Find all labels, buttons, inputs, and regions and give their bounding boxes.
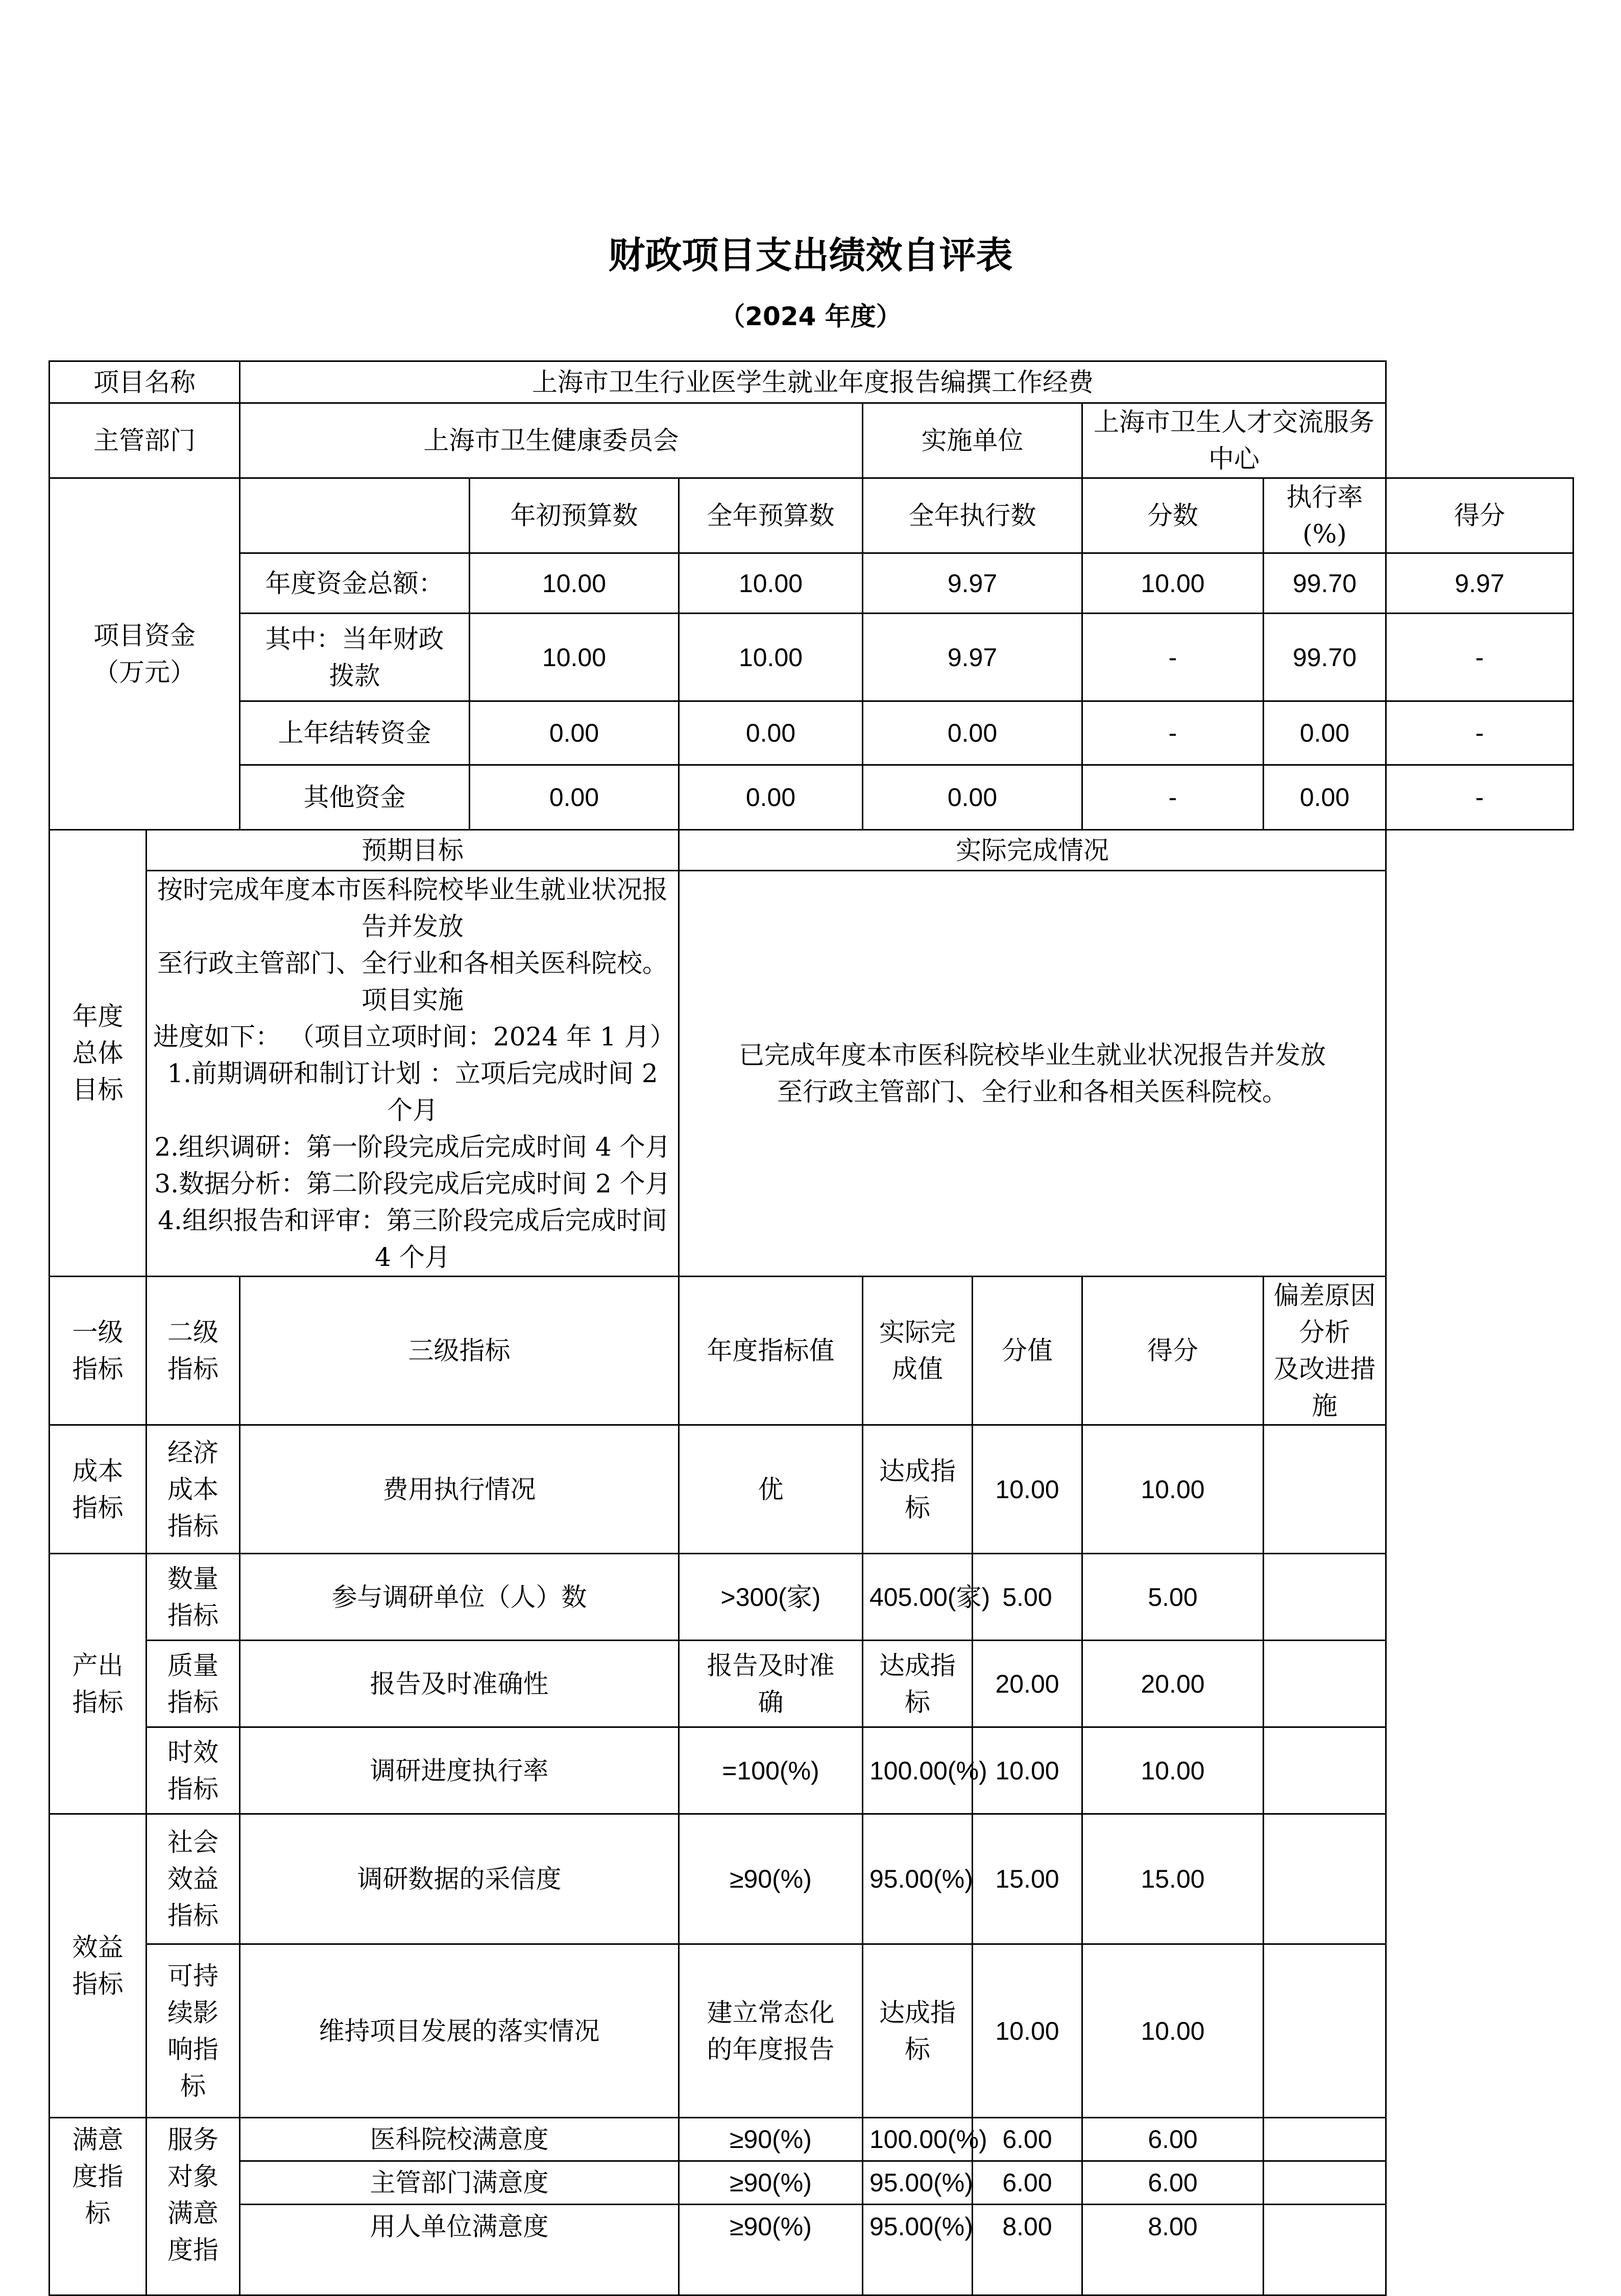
output-indicator-row [50, 1727, 1574, 1814]
funds-cell: 10.00 [679, 614, 863, 701]
benefit-indicator-row [50, 1944, 1574, 2118]
dept-value: 上海市卫生健康委员会 [240, 403, 863, 478]
indicator-score: 15.00 [1082, 1814, 1264, 1944]
project-name-value: 上海市卫生行业医学生就业年度报告编撰工作经费 [240, 361, 1386, 403]
funds-cell: 10.00 [679, 553, 863, 614]
level1-cell: 效益 指标 [50, 1814, 147, 2118]
indicator-weight: 6.00 [973, 2161, 1082, 2205]
deviation-header: 偏差原因分析 及改进措施 [1264, 1277, 1386, 1425]
goals-header-row [50, 830, 1574, 871]
indicator-target: >300(家) [679, 1554, 863, 1641]
indicator-actual: 405.00(家) [863, 1554, 973, 1641]
indicator-target: ≥90(%) [679, 2205, 863, 2295]
indicator-actual: 100.00(%) [863, 1727, 973, 1814]
funds-cell: 9.97 [1386, 553, 1574, 614]
funds-cell: 10.00 [470, 553, 679, 614]
indicator-deviation [1264, 1425, 1386, 1554]
indicator-target: =100(%) [679, 1727, 863, 1814]
indicator-weight: 20.00 [973, 1641, 1082, 1727]
indicator-score: 8.00 [1082, 2205, 1264, 2295]
indicator-deviation [1264, 2118, 1386, 2161]
dept-label: 主管部门 [50, 403, 240, 478]
funds-cell: 0.00 [1264, 701, 1386, 765]
funds-cell: 9.97 [863, 614, 1082, 701]
score-header: 得分 [1082, 1277, 1264, 1425]
indicator-weight: 8.00 [973, 2205, 1082, 2295]
indicator-deviation [1264, 2205, 1386, 2295]
funds-cell: - [1386, 614, 1574, 701]
indicator-target: 报告及时准 确 [679, 1641, 863, 1727]
funds-cell: 0.00 [679, 765, 863, 830]
funds-col-header: 执行率(%) [1264, 478, 1386, 553]
funds-cell: - [1082, 614, 1264, 701]
target-header: 年度指标值 [679, 1277, 863, 1425]
satisfaction-indicator-row [50, 2118, 1574, 2161]
funds-header-blank [240, 478, 470, 553]
impl-label: 实施单位 [863, 403, 1082, 478]
page-subtitle: （2024 年度） [719, 302, 902, 331]
indicator-name: 参与调研单位（人）数 [240, 1554, 679, 1641]
level2-cell: 质量 指标 [147, 1641, 240, 1727]
funds-cell: 10.00 [470, 614, 679, 701]
funds-cell: 0.00 [470, 765, 679, 830]
indicator-score: 6.00 [1082, 2161, 1264, 2205]
indicator-name: 用人单位满意度 [240, 2205, 679, 2295]
indicator-weight: 6.00 [973, 2118, 1082, 2161]
funds-row-total [50, 553, 1574, 614]
funds-label: 项目资金 （万元） [50, 478, 240, 830]
level1-cell: 产出 指标 [50, 1554, 147, 1814]
level2-cell: 数量 指标 [147, 1554, 240, 1641]
level2-cell: 可持 续影 响指 标 [147, 1944, 240, 2118]
indicator-score: 6.00 [1082, 2118, 1264, 2161]
funds-col-header: 全年执行数 [863, 478, 1082, 553]
indicator-actual: 达成指标 [863, 1944, 973, 2118]
indicator-header-row [50, 1277, 1574, 1425]
indicator-actual: 95.00(%) [863, 1814, 973, 1944]
satisfaction-indicator-row [50, 2205, 1574, 2295]
weight-header: 分值 [973, 1277, 1082, 1425]
indicator-name: 报告及时准确性 [240, 1641, 679, 1727]
indicator-actual: 100.00(%) [863, 2118, 973, 2161]
funds-cell: - [1386, 765, 1574, 830]
funds-cell: 0.00 [470, 701, 679, 765]
level2-cell: 社会 效益 指标 [147, 1814, 240, 1944]
goals-content-row [50, 871, 1574, 1277]
level1-header: 一级 指标 [50, 1277, 147, 1425]
page-title: 财政项目支出绩效自评表 [608, 234, 1013, 277]
actual-goal-header: 实际完成情况 [679, 830, 1386, 871]
satisfaction-indicator-row [50, 2161, 1574, 2205]
funds-cell: 0.00 [863, 701, 1082, 765]
indicator-target: ≥90(%) [679, 2118, 863, 2161]
indicator-score: 10.00 [1082, 1425, 1264, 1554]
project-name-row [50, 361, 1574, 403]
indicator-deviation [1264, 1814, 1386, 1944]
funds-col-header: 分数 [1082, 478, 1264, 553]
funds-cell: - [1082, 765, 1264, 830]
level2-header: 二级 指标 [147, 1277, 240, 1425]
indicator-weight: 10.00 [973, 1727, 1082, 1814]
funds-row-label: 上年结转资金 [240, 701, 470, 765]
level2-cell: 经济 成本 指标 [147, 1425, 240, 1554]
indicator-score: 10.00 [1082, 1727, 1264, 1814]
indicator-name: 医科院校满意度 [240, 2118, 679, 2161]
funds-col-header: 年初预算数 [470, 478, 679, 553]
level2-cell: 时效 指标 [147, 1727, 240, 1814]
actual-goal-text: 已完成年度本市医科院校毕业生就业状况报告并发放 至行政主管部门、全行业和各相关医科院校。 [679, 871, 1386, 1277]
level1-cell: 满意 度指 标 [50, 2118, 147, 2295]
indicator-weight: 5.00 [973, 1554, 1082, 1641]
funds-cell: 0.00 [863, 765, 1082, 830]
indicator-name: 调研数据的采信度 [240, 1814, 679, 1944]
funds-row-label: 其他资金 [240, 765, 470, 830]
funds-header-row [50, 478, 1574, 553]
indicator-weight: 10.00 [973, 1944, 1082, 2118]
funds-col-header: 得分 [1386, 478, 1574, 553]
indicator-deviation [1264, 2161, 1386, 2205]
expected-goal-header: 预期目标 [147, 830, 679, 871]
actual-header: 实际完成值 [863, 1277, 973, 1425]
funds-cell: 0.00 [1264, 765, 1386, 830]
indicator-actual: 达成指标 [863, 1641, 973, 1727]
benefit-indicator-row [50, 1814, 1574, 1944]
indicator-score: 10.00 [1082, 1944, 1264, 2118]
indicator-deviation [1264, 1727, 1386, 1814]
indicator-target: ≥90(%) [679, 2161, 863, 2205]
funds-row-label: 其中：当年财政 拨款 [240, 614, 470, 701]
indicator-actual: 达成指标 [863, 1425, 973, 1554]
indicator-deviation [1264, 1554, 1386, 1641]
indicator-actual: 95.00(%) [863, 2205, 973, 2295]
funds-row-label: 年度资金总额： [240, 553, 470, 614]
funds-row-appropriation [50, 614, 1574, 701]
funds-col-header: 全年预算数 [679, 478, 863, 553]
indicator-actual: 95.00(%) [863, 2161, 973, 2205]
goals-label: 年度 总体 目标 [50, 830, 147, 1277]
indicator-name: 主管部门满意度 [240, 2161, 679, 2205]
cost-indicator-row [50, 1425, 1574, 1554]
project-name-label: 项目名称 [50, 361, 240, 403]
indicator-deviation [1264, 1944, 1386, 2118]
funds-cell: - [1386, 701, 1574, 765]
indicator-target: 建立常态化 的年度报告 [679, 1944, 863, 2118]
dept-row [50, 403, 1574, 478]
funds-cell: 99.70 [1264, 614, 1386, 701]
funds-row-carryover [50, 701, 1574, 765]
expected-goal-text: 按时完成年度本市医科院校毕业生就业状况报告并发放 至行政主管部门、全行业和各相关医科院校。项目实施 进度如下： （项目立项时间：2024 年 1 月） 1.前期调研和制订计划 ：立项后完成时间 2 个月 2.组织调研：第一阶段完成后完成时间 4 个月 3.数据分析：第二阶段完成后完成时间 2 个月 4.组织报告和评审：第三阶段完成后完成时间 4 个月 [147, 871, 679, 1277]
output-indicator-row [50, 1554, 1574, 1641]
level2-cell: 服务 对象 满意 度指 [147, 2118, 240, 2295]
performance-form-table [49, 360, 1574, 2296]
indicator-name: 调研进度执行率 [240, 1727, 679, 1814]
funds-cell: 10.00 [1082, 553, 1264, 614]
funds-row-other [50, 765, 1574, 830]
indicator-weight: 15.00 [973, 1814, 1082, 1944]
funds-cell: 9.97 [863, 553, 1082, 614]
level3-header: 三级指标 [240, 1277, 679, 1425]
impl-value: 上海市卫生人才交流服务中心 [1082, 403, 1386, 478]
indicator-score: 5.00 [1082, 1554, 1264, 1641]
indicator-target: ≥90(%) [679, 1814, 863, 1944]
funds-cell: 0.00 [679, 701, 863, 765]
indicator-weight: 10.00 [973, 1425, 1082, 1554]
funds-cell: - [1082, 701, 1264, 765]
indicator-deviation [1264, 1641, 1386, 1727]
funds-cell: 99.70 [1264, 553, 1386, 614]
output-indicator-row [50, 1641, 1574, 1727]
indicator-name: 维持项目发展的落实情况 [240, 1944, 679, 2118]
indicator-target: 优 [679, 1425, 863, 1554]
level1-cell: 成本 指标 [50, 1425, 147, 1554]
indicator-score: 20.00 [1082, 1641, 1264, 1727]
indicator-name: 费用执行情况 [240, 1425, 679, 1554]
